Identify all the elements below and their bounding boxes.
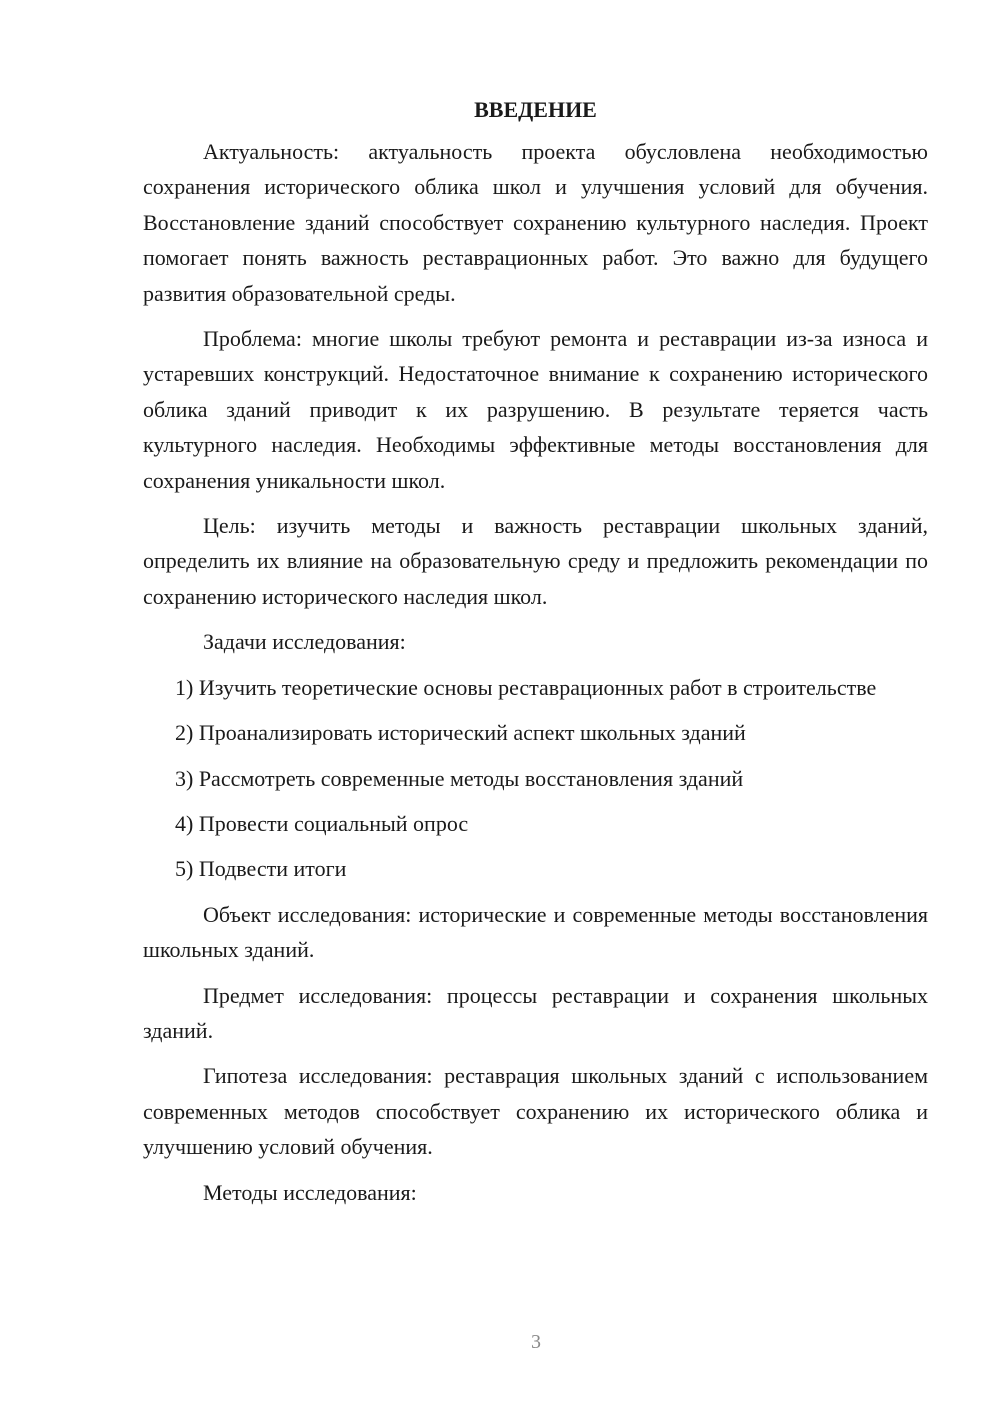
paragraph-hypothesis: Гипотеза исследования: реставрация школьных зданий с использованием современных методов способствует сохранению их исторического облика и улучшению условий обучения. [143, 1063, 928, 1160]
task-item-3: 3) Рассмотреть современные методы восстановления зданий [175, 765, 744, 791]
paragraph-methods: Методы исследования: [203, 1179, 417, 1205]
paragraph-relevance: Актуальность: актуальность проекта обусловлена необходимостью сохранения исторического облика школ и улучшения условий для обучения. Восстановление зданий способствует сохранению культурного наследия. Проект помогает понять важность реставрационных работ. Это важно для будущего развития образовательной среды. [143, 139, 928, 306]
paragraph-subject: Предмет исследования: процессы реставрации и сохранения школьных зданий. [143, 982, 928, 1043]
paragraph-problem: Проблема: многие школы требуют ремонта и реставрации из-за износа и устаревших конструкций. Недостаточное внимание к сохранению исторического облика зданий приводит к их разрушению. В результате теряется часть культурного наследия. Необходимы эффективные методы восстановления для сохранения уникальности школ. [143, 326, 928, 493]
task-item-1: 1) Изучить теоретические основы реставрационных работ в строительстве [175, 674, 877, 700]
page-content [143, 95, 928, 1220]
page-number: 3 [531, 1331, 541, 1353]
paragraph-tasks-intro: Задачи исследования: [203, 629, 406, 655]
paragraph-object: Объект исследования: исторические и современные методы восстановления школьных зданий. [143, 901, 928, 963]
task-item-5: 5) Подвести итоги [175, 856, 347, 882]
task-item-2: 2) Проанализировать исторический аспект школьных зданий [175, 720, 746, 746]
section-heading: ВВЕДЕНИЕ [474, 97, 597, 122]
task-item-4: 4) Провести социальный опрос [175, 810, 469, 836]
paragraph-goal: Цель: изучить методы и важность реставрации школьных зданий, определить их влияние на образовательную среду и предложить рекомендации по сохранению исторического наследия школ. [143, 513, 928, 609]
